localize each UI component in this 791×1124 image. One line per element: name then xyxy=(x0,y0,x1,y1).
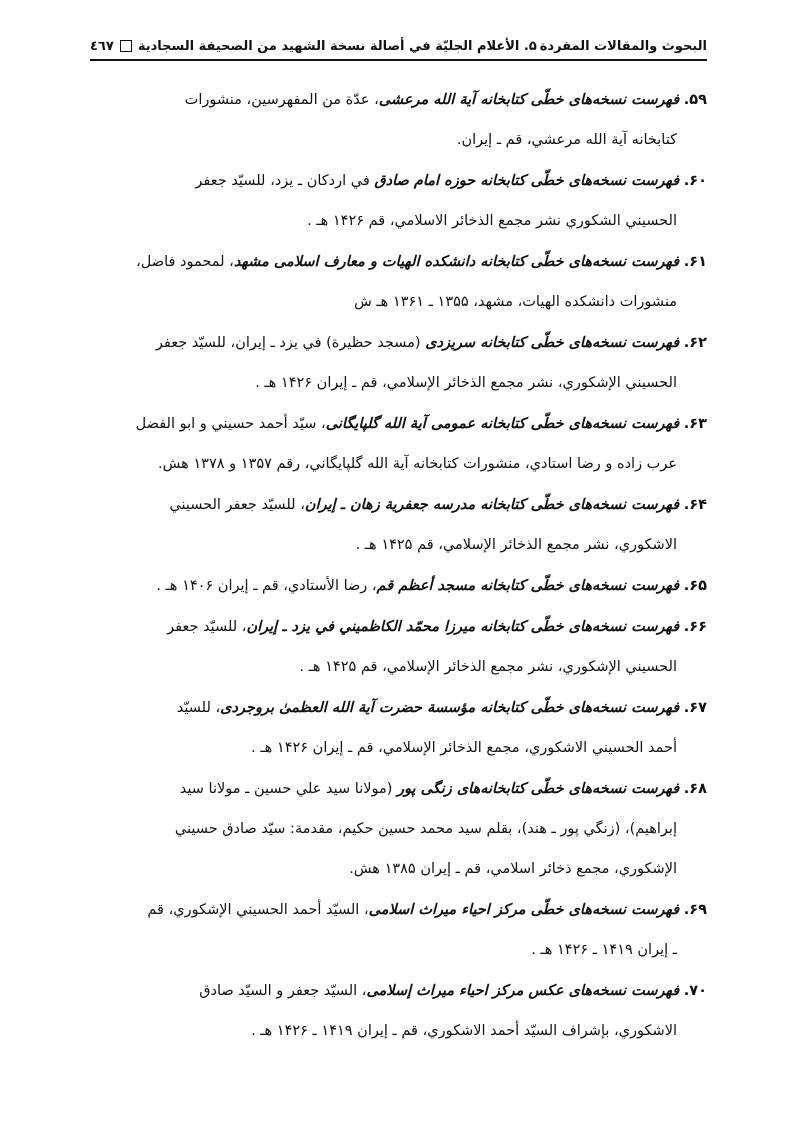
entry-continuation-line: الإشكوري، مجمع ذخائر اسلامي، قم ـ إيران ۱۳۸۵ هش. xyxy=(349,861,677,877)
bibliography-entry xyxy=(84,323,707,403)
entry-details: ، رضا الأستادي، قم ـ إيران ۱۴۰۶ هـ . xyxy=(156,578,377,594)
entry-details: ، للسيّد جعفر الحسيني xyxy=(169,497,305,513)
bibliography-list xyxy=(84,80,707,1052)
entry-details: ، للسيّد جعفر xyxy=(167,619,247,635)
entry-title: فهرست نسخه‌های خطّی کتابخانه میرزا محمّد الکاظمیني في یزد ـ إیران xyxy=(246,619,680,635)
entry-number: ۶۹. xyxy=(683,902,707,918)
entry-title: فهرست نسخه‌های عکس مرکز احیاء میراث إسلامی xyxy=(366,983,680,999)
bibliography-entry xyxy=(84,485,707,565)
entry-continuation-line: الحسيني الإشكوري، نشر مجمع الذخائر الإسلامي، قم ـ إيران ۱۴۲۶ هـ . xyxy=(255,375,677,391)
entry-continuation-line: ـ إيران ۱۴۱۹ ـ ۱۴۲۶ هـ . xyxy=(531,942,677,958)
entry-details: (مولانا سيد علي حسين ـ مولانا سيد xyxy=(179,781,398,797)
bibliography-entry xyxy=(84,971,707,1051)
bibliography-entry xyxy=(84,404,707,484)
entry-continuation-line: عرب زاده و رضا استادي، منشورات كتابخانه آية الله گلپايگاني، رقم ۱۳۵۷ و ۱۳۷۸ هش. xyxy=(158,456,677,472)
entry-number: ۶۳. xyxy=(683,416,707,432)
entry-title: فهرست نسخه‌های خطّی مرکز احیاء میراث اسلامی xyxy=(368,902,680,918)
entry-details: ، لمحمود فاضل، xyxy=(136,254,234,270)
entry-first-line xyxy=(84,566,707,606)
entry-first-line xyxy=(84,80,707,120)
entry-first-line xyxy=(84,971,707,1011)
entry-title: فهرست نسخه‌های خطّی کتابخانه مدرسه جعفریة زهان ـ إیران xyxy=(304,497,680,513)
entry-details: ، للسيّد xyxy=(176,700,221,716)
entry-first-line xyxy=(84,890,707,930)
entry-continuation-line: كتابخانه آية الله مرعشي، قم ـ إيران. xyxy=(456,132,677,148)
header-rule xyxy=(90,59,707,61)
bibliography-entry xyxy=(84,242,707,322)
bibliography-entry xyxy=(84,607,707,687)
entry-number: ۶۶. xyxy=(683,619,707,635)
entry-number: ۵۹. xyxy=(683,92,707,108)
header-article-block xyxy=(90,39,537,54)
entry-number: ۶۲. xyxy=(683,335,707,351)
entry-number: ۶۱. xyxy=(683,254,707,270)
header-section-title: البحوث والمقالات المفردة xyxy=(539,38,707,54)
entry-title: فهرست نسخه‌های خطّی کتابخانه دانشکده الهیات و معارف اسلامی مشهد xyxy=(233,254,680,270)
entry-first-line xyxy=(84,688,707,728)
bibliography-entry xyxy=(84,80,707,160)
entry-first-line xyxy=(84,607,707,647)
entry-details: ، السيّد أحمد الحسيني الإشكوري، قم xyxy=(147,902,369,918)
entry-first-line xyxy=(84,769,707,809)
entry-first-line xyxy=(84,404,707,444)
entry-title: فهرست نسخه‌های خطّی کتابخانه سریزدی xyxy=(425,335,680,351)
entry-details: (مسجد حظيرة) في يزد ـ إيران، للسيّد جعفر xyxy=(155,335,426,351)
entry-continuation-line: الاشكوري، بإشراف السيّد أحمد الاشكوري، قم ـ إيران ۱۴۱۹ ـ ۱۴۲۶ هـ . xyxy=(251,1023,677,1039)
entry-first-line xyxy=(84,242,707,282)
entry-first-line xyxy=(84,485,707,525)
entry-number: ۶۵. xyxy=(683,578,707,594)
entry-number: ۶۷. xyxy=(683,700,707,716)
entry-continuation-line: الحسيني الإشكوري، نشر مجمع الذخائر الإسلامي، قم ۱۴۲۵ هـ . xyxy=(299,659,677,675)
square-ornament-icon xyxy=(120,40,132,52)
bibliography-entry xyxy=(84,566,707,606)
entry-title: فهرست نسخه‌های خطّی کتابخانه حوزه امام صادق xyxy=(374,173,680,189)
entry-title: فهرست نسخه‌های خطّی کتابخانه آیة الله مرعشی xyxy=(378,92,680,108)
entry-first-line xyxy=(84,161,707,201)
bibliography-entry xyxy=(84,161,707,241)
entry-continuation-line: الاشكوري، نشر مجمع الذخائر الإسلامي، قم ۱۴۲۵ هـ . xyxy=(355,537,677,553)
entry-title: فهرست نسخه‌های خطّی کتابخانه‌های زنگی پور xyxy=(397,781,680,797)
entry-title: فهرست نسخه‌های خطّی کتابخانه عمومی آیة الله گلپایگانی xyxy=(325,416,680,432)
entry-continuation-line: أحمد الحسيني الاشكوري، مجمع الذخائر الإسلامي، قم ـ إيران ۱۴۲۶ هـ . xyxy=(251,740,677,756)
entry-number: ۶۰. xyxy=(683,173,707,189)
bibliography-entry xyxy=(84,688,707,768)
header-article-title: ۵. الأعلام الجليّة في أصالة نسخة الشهيد من الصحيفة السجادية xyxy=(137,38,537,54)
entry-first-line xyxy=(84,323,707,363)
running-header xyxy=(90,33,707,59)
bibliography-entry xyxy=(84,890,707,970)
entry-details: ، عدّة من المفهرسين، منشورات xyxy=(184,92,379,108)
entry-details: ، سيّد أحمد حسيني و ابو الفضل xyxy=(135,416,326,432)
entry-continuation-line: إبراهيم)، (زنگي پور ـ هند)، بقلم سيد محمد حسين حكيم، مقدمة: سيّد صادق حسيني xyxy=(174,821,677,837)
entry-number: ۷۰. xyxy=(683,983,707,999)
entry-continuation-line: منشورات دانشكده الهيات، مشهد، ۱۳۵۵ ـ ۱۳۶۱ هـ ش xyxy=(354,294,677,310)
entry-details: ، السيّد جعفر و السيّد صادق xyxy=(199,983,367,999)
entry-details: في اردكان ـ يزد، للسيّد جعفر xyxy=(195,173,375,189)
bibliography-entry xyxy=(84,769,707,889)
entry-continuation-line: الحسيني الشكوري نشر مجمع الذخائر الاسلامي، قم ۱۴۲۶ هـ . xyxy=(307,213,677,229)
entry-number: ۶۴. xyxy=(683,497,707,513)
page-number: ٤٦٧ xyxy=(90,38,114,54)
entry-title: فهرست نسخه‌های خطّی کتابخانه مؤسسة حضرت آیة الله العظمیٰ بروجردی xyxy=(220,700,680,716)
entry-number: ۶۸. xyxy=(683,781,707,797)
entry-title: فهرست نسخه‌های خطّی کتابخانه مسجد أعظم قم xyxy=(376,578,680,594)
